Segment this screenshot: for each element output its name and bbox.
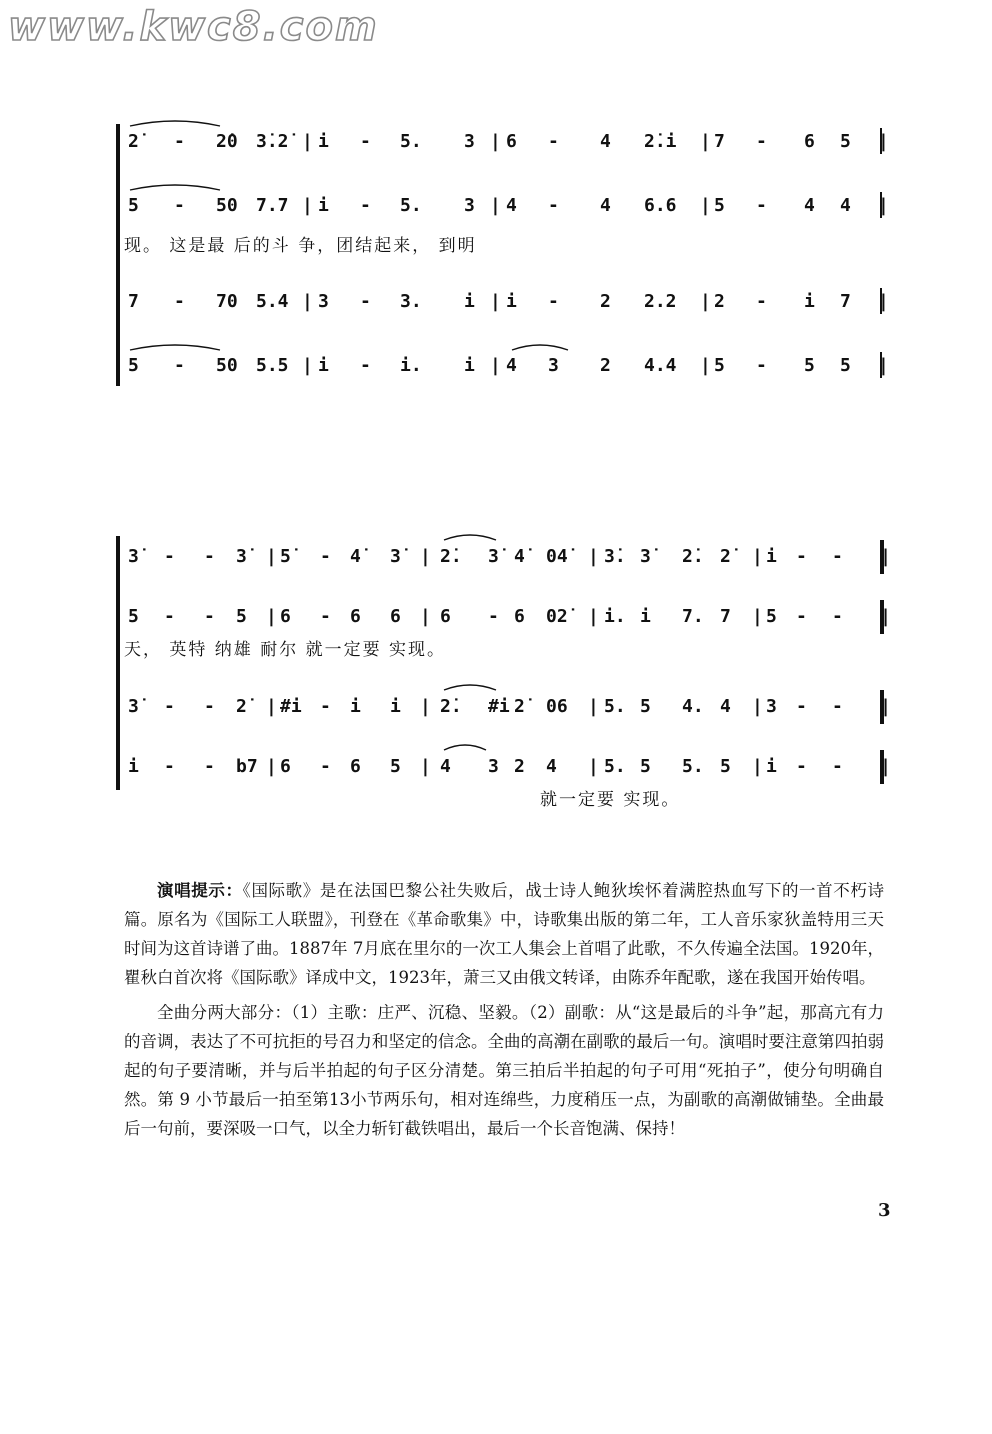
- note: 3: [464, 131, 475, 152]
- note: 6: [350, 756, 361, 777]
- note: 4: [506, 195, 517, 216]
- barline: |: [700, 195, 711, 216]
- barline: |: [878, 291, 889, 312]
- note: 6: [390, 606, 401, 627]
- note: -: [174, 195, 185, 216]
- barline: |: [420, 606, 431, 627]
- note: 3: [464, 195, 475, 216]
- note: -: [320, 546, 331, 567]
- barline: ‖: [878, 756, 889, 777]
- barline: |: [420, 546, 431, 567]
- note: i.: [400, 355, 422, 376]
- note: -: [548, 131, 559, 152]
- note: 4.4: [644, 355, 677, 376]
- slur: [130, 185, 220, 190]
- note: i: [804, 291, 815, 312]
- note: 3̇.2̇: [256, 131, 289, 152]
- note: 5: [128, 195, 139, 216]
- barline: |: [490, 131, 501, 152]
- note: 5: [236, 606, 247, 627]
- barline: |: [266, 546, 277, 567]
- note: i: [350, 696, 361, 717]
- note: 5.: [604, 696, 626, 717]
- note: -: [320, 606, 331, 627]
- note: 4: [440, 756, 451, 777]
- note: -: [360, 291, 371, 312]
- slur: [512, 345, 568, 350]
- note: 3: [488, 756, 499, 777]
- note: i: [464, 291, 475, 312]
- slur: [444, 745, 486, 750]
- note: 4: [506, 355, 517, 376]
- note: -: [164, 696, 175, 717]
- note: 3̇: [390, 546, 401, 567]
- note: 4: [546, 756, 557, 777]
- note: 2: [514, 756, 525, 777]
- note: -: [756, 291, 767, 312]
- note: -: [204, 606, 215, 627]
- slur: [444, 685, 496, 690]
- barline: |: [752, 606, 763, 627]
- note: -: [756, 355, 767, 376]
- note: 06: [546, 696, 568, 717]
- note: 7: [840, 291, 851, 312]
- note: 3: [766, 696, 777, 717]
- note: 02̇: [546, 606, 568, 627]
- note: 04̇: [546, 546, 568, 567]
- barline: |: [752, 546, 763, 567]
- note: 2: [600, 291, 611, 312]
- note: -: [174, 131, 185, 152]
- note: 6.6: [644, 195, 677, 216]
- note: i: [766, 756, 777, 777]
- note: 3: [548, 355, 559, 376]
- note: 5: [640, 696, 651, 717]
- note: 2̇.: [440, 546, 462, 567]
- note: 3.: [400, 291, 422, 312]
- note: -: [204, 696, 215, 717]
- site-watermark: www.kwc8.com: [8, 4, 379, 50]
- note: -: [320, 756, 331, 777]
- note: 5: [128, 355, 139, 376]
- barline: |: [490, 355, 501, 376]
- barline: |: [700, 355, 711, 376]
- note: 5: [766, 606, 777, 627]
- system2-lyrics-bottom: 就一定要 实现。: [540, 790, 681, 810]
- note: 3̇: [488, 546, 499, 567]
- note: -: [320, 696, 331, 717]
- barline: |: [302, 195, 313, 216]
- note: 4: [840, 195, 851, 216]
- note: -: [832, 606, 843, 627]
- note: 3̇: [236, 546, 247, 567]
- barline: ‖: [878, 696, 889, 717]
- note: 5: [714, 355, 725, 376]
- note: i: [640, 606, 651, 627]
- note: 2̇: [514, 696, 525, 717]
- note: 6: [280, 756, 291, 777]
- note: 5: [840, 355, 851, 376]
- note: -: [832, 696, 843, 717]
- note: 4: [804, 195, 815, 216]
- note: -: [164, 756, 175, 777]
- note: 3̇: [128, 546, 139, 567]
- note: -: [204, 756, 215, 777]
- note: 5.: [400, 195, 422, 216]
- notes-label: 演唱提示：: [157, 881, 243, 900]
- note: 5̇: [280, 546, 291, 567]
- barline: |: [588, 756, 599, 777]
- note: 5: [720, 756, 731, 777]
- note: -: [548, 195, 559, 216]
- note: 5: [714, 195, 725, 216]
- note: 7.: [682, 606, 704, 627]
- note: 6: [804, 131, 815, 152]
- note: 5.4: [256, 291, 289, 312]
- note: 4̇: [514, 546, 525, 567]
- note: 3̇.: [604, 546, 626, 567]
- note: 7: [128, 291, 139, 312]
- note: 4: [600, 131, 611, 152]
- note: 2̇: [236, 696, 247, 717]
- note: -: [796, 546, 807, 567]
- note: -: [832, 756, 843, 777]
- note: 6: [506, 131, 517, 152]
- note: i: [318, 131, 329, 152]
- barline: |: [266, 756, 277, 777]
- barline: |: [752, 696, 763, 717]
- note: 7.7: [256, 195, 289, 216]
- barline: |: [588, 696, 599, 717]
- system1-lyrics: 现。 这是最 后的斗 争，团结起来， 到明: [124, 236, 477, 256]
- note: 6: [280, 606, 291, 627]
- note: 3̇: [128, 696, 139, 717]
- note: 4̇: [350, 546, 361, 567]
- note: i: [318, 195, 329, 216]
- note: 50: [216, 355, 238, 376]
- barline: |: [700, 291, 711, 312]
- note: 3: [318, 291, 329, 312]
- note: 6: [514, 606, 525, 627]
- note: -: [174, 291, 185, 312]
- note: -: [832, 546, 843, 567]
- note: 2̇.: [682, 546, 704, 567]
- note: 5.5: [256, 355, 289, 376]
- barline: |: [878, 195, 889, 216]
- barline: |: [302, 355, 313, 376]
- barline: |: [302, 131, 313, 152]
- note: -: [164, 606, 175, 627]
- barline: |: [420, 696, 431, 717]
- note: 3̇: [640, 546, 651, 567]
- barline: ‖: [878, 546, 889, 567]
- barline: |: [490, 195, 501, 216]
- barline: |: [588, 606, 599, 627]
- note: 4: [720, 696, 731, 717]
- note: -: [204, 546, 215, 567]
- note: -: [360, 131, 371, 152]
- note: 2: [714, 291, 725, 312]
- note: 6: [350, 606, 361, 627]
- note: 2.2: [644, 291, 677, 312]
- slur: [130, 345, 220, 350]
- note: 2̇: [720, 546, 731, 567]
- notes-paragraph-2: 全曲分两大部分：（1）主歌：庄严、沉稳、坚毅。（2）副歌：从“这是最后的斗争”起，那高亢有力的音调，表达了不可抗拒的号召力和坚定的信念。全曲的高潮在副歌的最后一句。演唱时要注意第四拍弱起的句子要清晰，并与后半拍起的句子区分清楚。第三拍后半拍起的句子可用“死拍子”，使分句明确自然。第 9 小节最后一拍至第13小节两乐句，相对连绵些，力度稍压一点，为副歌的高潮做铺垫。全曲最后一句前，要深吸一口气，以全力斩钉截铁唱出，最后一个长音饱满、保持！: [124, 1003, 884, 1138]
- barline: |: [420, 756, 431, 777]
- barline: |: [588, 546, 599, 567]
- barline: |: [878, 131, 889, 152]
- note: 5.: [604, 756, 626, 777]
- barline: |: [752, 756, 763, 777]
- note: i: [128, 756, 139, 777]
- note: 5: [640, 756, 651, 777]
- slur: [444, 535, 496, 540]
- note: -: [756, 131, 767, 152]
- note: 4.: [682, 696, 704, 717]
- note: -: [360, 195, 371, 216]
- note: 2: [600, 355, 611, 376]
- system2-lyrics: 天， 英特 纳雄 耐尔 就一定要 实现。: [124, 640, 447, 660]
- page-number: 3: [878, 1200, 891, 1221]
- slur: [130, 121, 220, 126]
- note: -: [796, 606, 807, 627]
- note: i: [506, 291, 517, 312]
- note: -: [796, 696, 807, 717]
- note: 5: [128, 606, 139, 627]
- note: 4: [600, 195, 611, 216]
- note: 2̇.i: [644, 131, 677, 152]
- barline: ‖: [878, 606, 889, 627]
- barline: |: [266, 606, 277, 627]
- note: i: [766, 546, 777, 567]
- note: 50: [216, 195, 238, 216]
- note: 5: [804, 355, 815, 376]
- barline: |: [878, 355, 889, 376]
- note: 2̇.: [440, 696, 462, 717]
- barline: |: [490, 291, 501, 312]
- notes-text-1: 《国际歌》是在法国巴黎公社失败后，战士诗人鲍狄埃怀着满腔热血写下的一首不朽诗篇。原名为《国际工人联盟》，刊登在《革命歌集》中，诗歌集出版的第二年，工人音乐家狄盖特用三天时间为这首诗谱了曲。1887年 7月底在里尔的一次工人集会上首唱了此歌，不久传遍全法国。1920年，瞿秋白首次将《国际歌》译成中文，1923年，萧三又由俄文转译，由陈乔年配歌，遂在我国开始传唱。: [124, 881, 885, 987]
- singing-notes: [124, 876, 884, 1149]
- note: i: [390, 696, 401, 717]
- note: 5: [390, 756, 401, 777]
- note: -: [796, 756, 807, 777]
- note: #i: [488, 696, 510, 717]
- barline: |: [266, 696, 277, 717]
- note: 2̇0: [216, 131, 238, 152]
- note: -: [164, 546, 175, 567]
- note: i: [318, 355, 329, 376]
- note: -: [548, 291, 559, 312]
- note: -: [488, 606, 499, 627]
- note: 70: [216, 291, 238, 312]
- note: 6: [440, 606, 451, 627]
- barline: |: [700, 131, 711, 152]
- note: 5.: [400, 131, 422, 152]
- note: 2̇: [128, 131, 139, 152]
- note: -: [174, 355, 185, 376]
- note: -: [360, 355, 371, 376]
- note: b7: [236, 756, 258, 777]
- note: 5.: [682, 756, 704, 777]
- note: 5: [840, 131, 851, 152]
- notes-paragraph-1: [124, 876, 884, 992]
- note: 7: [714, 131, 725, 152]
- note: #i: [280, 696, 302, 717]
- note: i.: [604, 606, 626, 627]
- note: -: [756, 195, 767, 216]
- note: i: [464, 355, 475, 376]
- note: 7: [720, 606, 731, 627]
- barline: |: [302, 291, 313, 312]
